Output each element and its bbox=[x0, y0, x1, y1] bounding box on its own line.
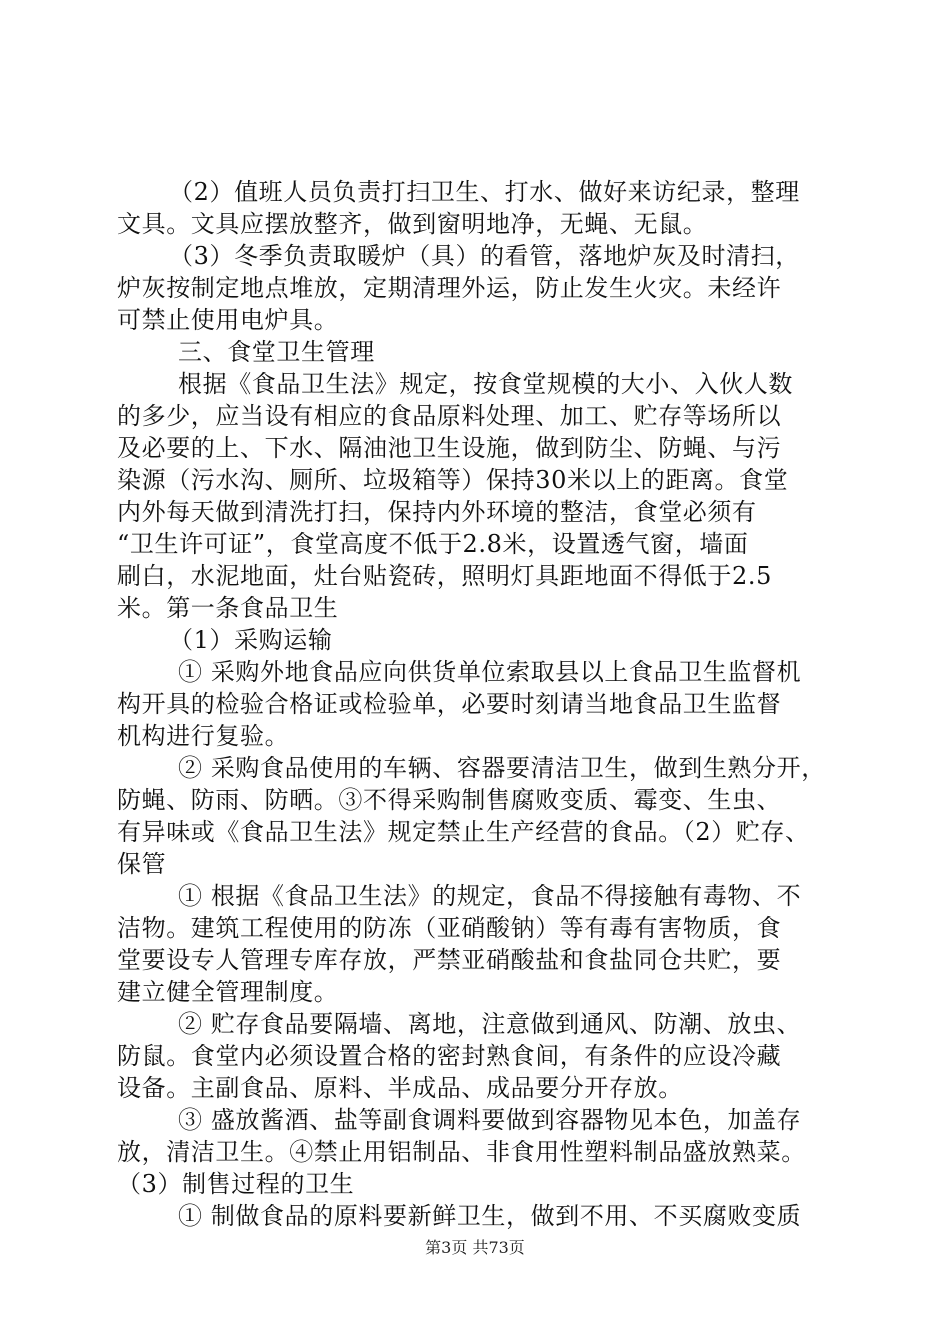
text-line-23: ① 根据《食品卫生法》的规定，食品不得接触有毒物、不 bbox=[178, 882, 802, 910]
text-line-20: 防蝇、防雨、防晒。③不得采购制售腐败变质、霉变、生虫、 bbox=[117, 786, 782, 814]
text-line-31: 放，清洁卫生。④禁止用铝制品、非食用性塑料制品盛放熟菜。 bbox=[117, 1138, 806, 1166]
text-line-27: ② 贮存食品要隔墙、离地，注意做到通风、防潮、放虫、 bbox=[178, 1010, 802, 1038]
text-line-10: 染源（污水沟、厕所、垃圾箱等）保持30米以上的距离。食堂 bbox=[117, 466, 789, 494]
text-line-7: 根据《食品卫生法》规定，按食堂规模的大小、入伙人数 bbox=[178, 370, 793, 398]
text-line-13: 刷白，水泥地面，灶台贴瓷砖，照明灯具距地面不得低于2.5 bbox=[117, 562, 772, 590]
text-line-11: 内外每天做到清洗打扫，保持内外环境的整洁，食堂必须有 bbox=[117, 498, 757, 526]
text-line-16: ① 采购外地食品应向供货单位索取县以上食品卫生监督机 bbox=[178, 658, 802, 686]
text-line-1: （2）值班人员负责打扫卫生、打水、做好来访纪录，整理 bbox=[169, 178, 800, 206]
text-line-14: 米。第一条食品卫生 bbox=[117, 594, 339, 622]
page-number: 第3页 共73页 bbox=[425, 1238, 525, 1257]
section-heading: 三、食堂卫生管理 bbox=[178, 338, 375, 366]
text-line-2: 文具。文具应摆放整齐，做到窗明地净，无蝇、无鼠。 bbox=[117, 210, 708, 238]
text-line-19: ② 采购食品使用的车辆、容器要清洁卫生，做到生熟分开， bbox=[178, 754, 826, 782]
text-line-5: 可禁止使用电炉具。 bbox=[117, 306, 339, 334]
text-line-22: 保管 bbox=[117, 850, 167, 878]
text-line-30: ③ 盛放酱酒、盐等副食调料要做到容器物见本色，加盖存 bbox=[178, 1106, 802, 1134]
text-line-21: 有异味或《食品卫生法》规定禁止生产经营的食品。（2）贮存、 bbox=[117, 818, 810, 846]
text-line-12: “卫生许可证”，食堂高度不低于2.8米，设置透气窗，墙面 bbox=[117, 530, 749, 558]
text-line-25: 堂要设专人管理专库存放，严禁亚硝酸盐和食盐同仓共贮，要 bbox=[117, 946, 782, 974]
text-line-29: 设备。主副食品、原料、半成品、成品要分开存放。 bbox=[117, 1074, 683, 1102]
text-line-18: 机构进行复验。 bbox=[117, 722, 290, 750]
text-line-3: （3）冬季负责取暖炉（具）的看管，落地炉灰及时清扫， bbox=[169, 242, 800, 270]
text-line-33: ① 制做食品的原料要新鲜卫生，做到不用、不买腐败变质 bbox=[178, 1202, 802, 1230]
subheading-procurement: （1）采购运输 bbox=[169, 626, 333, 654]
text-line-8: 的多少，应当设有相应的食品原料处理、加工、贮存等场所以 bbox=[117, 402, 782, 430]
text-line-4: 炉灰按制定地点堆放，定期清理外运，防止发生火灾。未经许 bbox=[117, 274, 782, 302]
text-line-26: 建立健全管理制度。 bbox=[117, 978, 339, 1006]
text-line-9: 及必要的上、下水、隔油池卫生设施，做到防尘、防蝇、与污 bbox=[117, 434, 782, 462]
text-line-17: 构开具的检验合格证或检验单，必要时刻请当地食品卫生监督 bbox=[117, 690, 782, 718]
subheading-preparation: （3）制售过程的卫生 bbox=[117, 1170, 355, 1198]
text-line-24: 洁物。建筑工程使用的防冻（亚硝酸钠）等有毒有害物质，食 bbox=[117, 914, 782, 942]
text-line-28: 防鼠。食堂内必须设置合格的密封熟食间，有条件的应设冷藏 bbox=[117, 1042, 782, 1070]
